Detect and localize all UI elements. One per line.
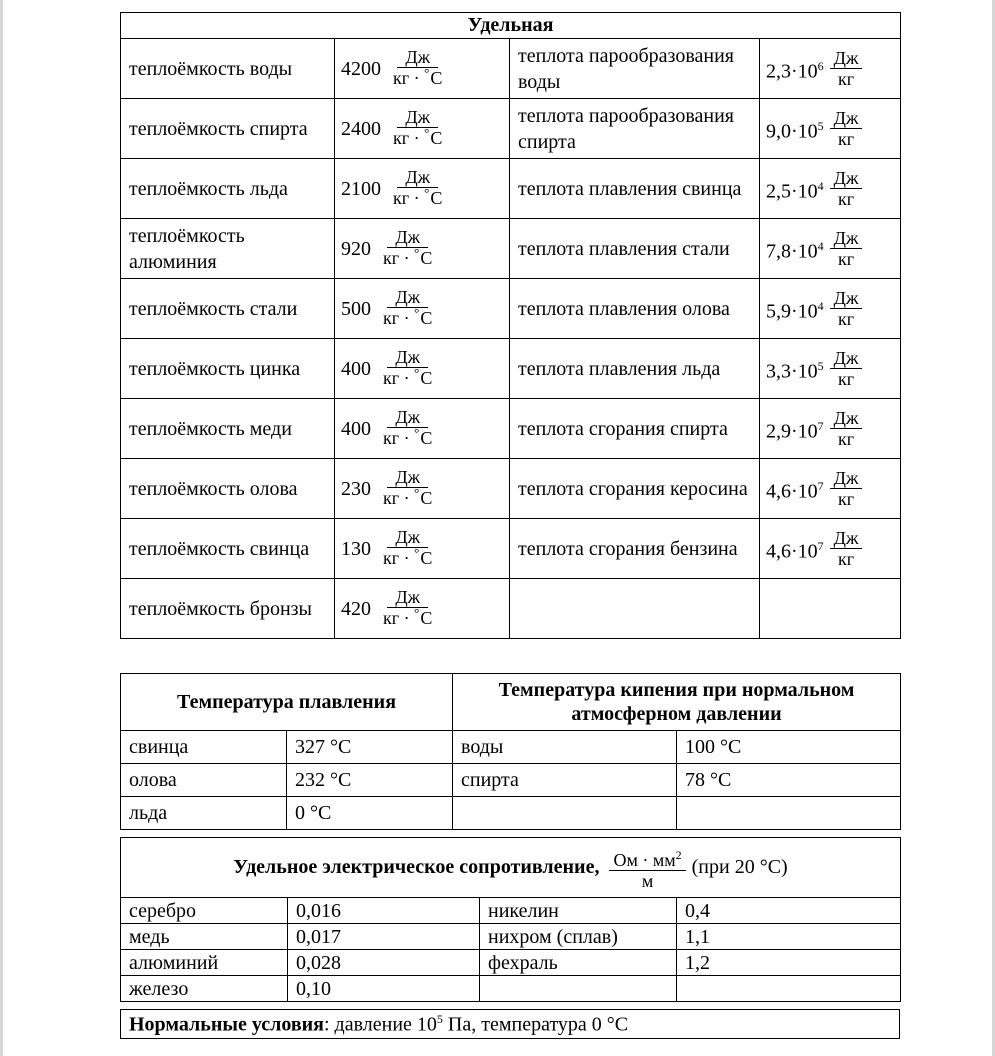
specific-heat-row: [121, 159, 901, 219]
unit-denominator: [379, 425, 436, 450]
specific-heat-number: [766, 53, 824, 85]
normal-conditions-label: Нормальные условия: [129, 1013, 324, 1036]
unit-numerator: Дж: [387, 347, 428, 368]
unit-kg: кг ·: [383, 608, 410, 628]
heat-capacity-value-cell: [335, 279, 510, 339]
melting-substance: льда: [121, 797, 287, 830]
specific-heat-row: [121, 519, 901, 579]
specific-heat-mantissa: 4,6·10: [766, 480, 818, 503]
heat-capacity-number: 2100: [341, 177, 381, 200]
unit-numerator: Дж: [397, 167, 438, 188]
specific-heat-title: Удельная: [121, 13, 901, 39]
normal-conditions-exponent: 5: [436, 1011, 443, 1026]
specific-heat-label: теплота плавления стали: [510, 219, 760, 279]
melting-temperature-header: Температура плавления: [121, 674, 453, 731]
specific-heat-table: [120, 12, 901, 639]
heat-capacity-value-cell: [335, 39, 510, 99]
unit-celsius: C: [420, 248, 433, 268]
degree-sign: °: [424, 185, 430, 200]
material-name: никелин: [480, 898, 677, 924]
heat-capacity-label: теплоёмкость меди: [121, 399, 335, 459]
heat-capacity-label: теплоёмкость свинца: [121, 519, 335, 579]
unit-celsius: C: [420, 428, 433, 448]
specific-heat-exponent: 7: [817, 538, 824, 553]
heat-capacity-value-cell: [335, 579, 510, 639]
boiling-substance: спирта: [453, 764, 677, 797]
specific-heat-label: теплота парообразования воды: [510, 39, 760, 99]
boiling-temperature-header: Температура кипения при нормальном атмосферном давлении: [453, 674, 901, 731]
normal-conditions-table: [120, 1009, 900, 1039]
unit-fraction: [389, 167, 446, 210]
unit-fraction: [830, 408, 863, 449]
specific-heat-row: [121, 219, 901, 279]
temperature-row: [121, 731, 901, 764]
specific-heat-value-cell: [760, 159, 901, 219]
resistivity-value: 0,10: [288, 976, 480, 1002]
heat-capacity-label: теплоёмкость стали: [121, 279, 335, 339]
specific-heat-number: [766, 113, 824, 145]
unit-fraction: [379, 467, 436, 510]
specific-heat-mantissa: 3,3·10: [766, 360, 818, 383]
unit-kg: кг ·: [383, 488, 410, 508]
specific-heat-label: теплота плавления льда: [510, 339, 760, 399]
unit-denominator: кг: [837, 429, 855, 449]
degree-sign: °: [414, 305, 420, 320]
specific-heat-row: [121, 339, 901, 399]
degree-sign: °: [414, 605, 420, 620]
specific-heat-label: теплота сгорания бензина: [510, 519, 760, 579]
unit-denominator: кг: [837, 69, 855, 89]
heat-capacity-value: [341, 167, 503, 210]
resistivity-value: 1,2: [677, 950, 901, 976]
melting-temperature: 0 °C: [287, 797, 453, 830]
unit-denominator: кг: [837, 129, 855, 149]
unit-fraction: [389, 107, 446, 150]
resistivity-unit-exponent: 2: [675, 847, 682, 862]
specific-heat-number: [766, 233, 824, 265]
specific-heat-row: [121, 459, 901, 519]
resistivity-value: 1,1: [677, 924, 901, 950]
specific-heat-mantissa: 7,8·10: [766, 240, 818, 263]
heat-capacity-number: 2400: [341, 117, 381, 140]
heat-capacity-number: 130: [341, 537, 371, 560]
unit-denominator: [379, 545, 436, 570]
unit-numerator: Дж: [387, 527, 428, 548]
unit-kg: кг ·: [383, 368, 410, 388]
specific-heat-exponent: 5: [817, 358, 824, 373]
unit-denominator: [379, 365, 436, 390]
heat-capacity-number: 420: [341, 597, 371, 620]
specific-heat-value: [766, 348, 894, 389]
heat-capacity-number: 920: [341, 237, 371, 260]
degree-sign: °: [424, 65, 430, 80]
heat-capacity-value-cell: [335, 399, 510, 459]
specific-heat-exponent: 7: [817, 478, 824, 493]
boiling-temperature: 78 °C: [677, 764, 901, 797]
resistivity-value: [677, 976, 901, 1002]
resistivity-row: [121, 950, 901, 976]
specific-heat-value-cell: [760, 279, 901, 339]
unit-fraction: [830, 228, 863, 269]
heat-capacity-value: [341, 467, 503, 510]
specific-heat-row: [121, 579, 901, 639]
heat-capacity-number: 400: [341, 417, 371, 440]
boiling-temperature: [677, 797, 901, 830]
unit-fraction: [389, 47, 446, 90]
unit-fraction: [830, 528, 863, 569]
material-name: железо: [121, 976, 288, 1002]
unit-numerator: Дж: [830, 528, 863, 549]
unit-denominator: [389, 65, 446, 90]
temperature-table: [120, 673, 901, 830]
specific-heat-label: теплота сгорания керосина: [510, 459, 760, 519]
heat-capacity-value: [341, 287, 503, 330]
unit-denominator: кг: [837, 549, 855, 569]
specific-heat-value: [766, 168, 894, 209]
unit-kg: кг ·: [383, 248, 410, 268]
unit-denominator: [379, 245, 436, 270]
heat-capacity-value-cell: [335, 159, 510, 219]
unit-denominator: кг: [837, 489, 855, 509]
degree-sign: °: [424, 125, 430, 140]
specific-heat-row: [121, 99, 901, 159]
heat-capacity-number: 400: [341, 357, 371, 380]
degree-sign: °: [414, 245, 420, 260]
heat-capacity-value-cell: [335, 519, 510, 579]
melting-temperature: 232 °C: [287, 764, 453, 797]
heat-capacity-value-cell: [335, 219, 510, 279]
heat-capacity-value: [341, 527, 503, 570]
unit-fraction: [379, 587, 436, 630]
resistivity-unit-numerator: Ом · мм: [613, 849, 676, 870]
unit-numerator: Дж: [830, 228, 863, 249]
resistivity-row: [121, 924, 901, 950]
heat-capacity-label: теплоёмкость алюминия: [121, 219, 335, 279]
degree-sign: °: [414, 545, 420, 560]
unit-fraction: [830, 108, 863, 149]
unit-celsius: C: [420, 548, 433, 568]
specific-heat-number: [766, 173, 824, 205]
heat-capacity-label: теплоёмкость льда: [121, 159, 335, 219]
specific-heat-value-cell: [760, 399, 901, 459]
heat-capacity-value: [341, 107, 503, 150]
specific-heat-label: теплота парообразования спирта: [510, 99, 760, 159]
unit-numerator: Дж: [387, 407, 428, 428]
unit-fraction: [379, 347, 436, 390]
resistivity-table: [120, 837, 901, 1002]
unit-numerator: Дж: [397, 107, 438, 128]
empty-cell: [510, 579, 760, 639]
heat-capacity-number: 500: [341, 297, 371, 320]
degree-sign: °: [414, 485, 420, 500]
specific-heat-mantissa: 9,0·10: [766, 120, 818, 143]
unit-numerator: Дж: [830, 468, 863, 489]
unit-numerator: Дж: [830, 348, 863, 369]
unit-fraction: [379, 407, 436, 450]
degree-sign: °: [414, 425, 420, 440]
unit-celsius: C: [430, 68, 443, 88]
heat-capacity-label: теплоёмкость воды: [121, 39, 335, 99]
normal-conditions-text-before: : давление 10: [323, 1013, 437, 1036]
material-name: серебро: [121, 898, 288, 924]
unit-fraction: [379, 227, 436, 270]
material-name: фехраль: [480, 950, 677, 976]
unit-fraction: [830, 48, 863, 89]
resistivity-value: 0,4: [677, 898, 901, 924]
unit-numerator: Дж: [387, 287, 428, 308]
specific-heat-row: [121, 39, 901, 99]
specific-heat-value-cell: [760, 459, 901, 519]
unit-denominator: [389, 125, 446, 150]
material-name: [480, 976, 677, 1002]
unit-celsius: C: [420, 308, 433, 328]
specific-heat-number: [766, 473, 824, 505]
specific-heat-row: [121, 399, 901, 459]
specific-heat-exponent: 7: [817, 418, 824, 433]
heat-capacity-number: 4200: [341, 57, 381, 80]
resistivity-value: 0,017: [288, 924, 480, 950]
unit-denominator: [379, 485, 436, 510]
material-name: медь: [121, 924, 288, 950]
specific-heat-header-row: [121, 13, 901, 39]
specific-heat-label: теплота сгорания спирта: [510, 399, 760, 459]
unit-fraction: [830, 468, 863, 509]
specific-heat-value: [766, 228, 894, 269]
boiling-substance: [453, 797, 677, 830]
unit-denominator: кг: [837, 309, 855, 329]
specific-heat-value-cell: [760, 339, 901, 399]
resistivity-value: 0,028: [288, 950, 480, 976]
unit-numerator: Дж: [830, 168, 863, 189]
resistivity-header-text: Удельное электрическое сопротивление,: [233, 856, 600, 878]
normal-conditions-row: [121, 1010, 900, 1039]
unit-denominator: кг: [837, 189, 855, 209]
specific-heat-label: теплота плавления олова: [510, 279, 760, 339]
specific-heat-value-cell: [760, 519, 901, 579]
resistivity-unit-fraction: [609, 845, 685, 891]
specific-heat-number: [766, 293, 824, 325]
specific-heat-label: теплота плавления свинца: [510, 159, 760, 219]
specific-heat-mantissa: 4,6·10: [766, 540, 818, 563]
unit-numerator: Дж: [397, 47, 438, 68]
specific-heat-exponent: 4: [817, 178, 824, 193]
unit-denominator: [379, 605, 436, 630]
melting-substance: олова: [121, 764, 287, 797]
heat-capacity-label: теплоёмкость бронзы: [121, 579, 335, 639]
specific-heat-row: [121, 279, 901, 339]
resistivity-header-tail: (при 20 °С): [691, 856, 788, 878]
unit-kg: кг ·: [383, 548, 410, 568]
unit-celsius: C: [420, 368, 433, 388]
heat-capacity-value: [341, 587, 503, 630]
unit-fraction: [379, 527, 436, 570]
resistivity-unit-denominator: м: [641, 870, 654, 891]
boiling-substance: воды: [453, 731, 677, 764]
unit-celsius: C: [430, 188, 443, 208]
degree-sign: °: [414, 365, 420, 380]
heat-capacity-value: [341, 227, 503, 270]
temperature-row: [121, 797, 901, 830]
resistivity-row: [121, 976, 901, 1002]
specific-heat-number: [766, 533, 824, 565]
normal-conditions-cell: [121, 1010, 900, 1039]
material-name: алюминий: [121, 950, 288, 976]
specific-heat-value: [766, 408, 894, 449]
specific-heat-exponent: 6: [817, 58, 824, 73]
unit-fraction: [830, 168, 863, 209]
unit-kg: кг ·: [383, 308, 410, 328]
unit-kg: кг ·: [393, 68, 420, 88]
specific-heat-value: [766, 468, 894, 509]
boiling-temperature: 100 °C: [677, 731, 901, 764]
specific-heat-value-cell: [760, 219, 901, 279]
specific-heat-mantissa: 2,9·10: [766, 420, 818, 443]
unit-numerator: Дж: [387, 227, 428, 248]
heat-capacity-value-cell: [335, 339, 510, 399]
specific-heat-exponent: 4: [817, 298, 824, 313]
normal-conditions-text-after: Па, температура 0 °С: [442, 1013, 629, 1036]
specific-heat-exponent: 4: [817, 238, 824, 253]
empty-cell: [760, 579, 901, 639]
specific-heat-value: [766, 108, 894, 149]
unit-celsius: C: [430, 128, 443, 148]
heat-capacity-value: [341, 347, 503, 390]
unit-numerator: Дж: [387, 587, 428, 608]
left-frame-border: [0, 0, 3, 1056]
resistivity-header-row: [121, 838, 901, 898]
specific-heat-number: [766, 353, 824, 385]
specific-heat-value-cell: [760, 39, 901, 99]
unit-denominator: [379, 305, 436, 330]
heat-capacity-label: теплоёмкость цинка: [121, 339, 335, 399]
specific-heat-mantissa: 2,5·10: [766, 180, 818, 203]
specific-heat-number: [766, 413, 824, 445]
unit-celsius: C: [420, 488, 433, 508]
unit-fraction: [830, 288, 863, 329]
unit-fraction: [830, 348, 863, 389]
unit-kg: кг ·: [393, 188, 420, 208]
unit-numerator: Дж: [830, 288, 863, 309]
material-name: нихром (сплав): [480, 924, 677, 950]
unit-numerator: Дж: [387, 467, 428, 488]
heat-capacity-value: [341, 407, 503, 450]
specific-heat-value: [766, 528, 894, 569]
unit-numerator: Дж: [830, 408, 863, 429]
melting-temperature: 327 °C: [287, 731, 453, 764]
unit-denominator: кг: [837, 249, 855, 269]
unit-kg: кг ·: [383, 428, 410, 448]
unit-numerator: Дж: [830, 48, 863, 69]
unit-fraction: [379, 287, 436, 330]
resistivity-row: [121, 898, 901, 924]
temperature-row: [121, 764, 901, 797]
resistivity-value: 0,016: [288, 898, 480, 924]
specific-heat-exponent: 5: [817, 118, 824, 133]
unit-denominator: кг: [837, 369, 855, 389]
melting-substance: свинца: [121, 731, 287, 764]
unit-celsius: C: [420, 608, 433, 628]
specific-heat-value-cell: [760, 99, 901, 159]
heat-capacity-value: [341, 47, 503, 90]
heat-capacity-value-cell: [335, 459, 510, 519]
unit-numerator: Дж: [830, 108, 863, 129]
resistivity-header: [121, 838, 901, 898]
unit-denominator: [389, 185, 446, 210]
heat-capacity-number: 230: [341, 477, 371, 500]
unit-kg: кг ·: [393, 128, 420, 148]
specific-heat-value: [766, 48, 894, 89]
heat-capacity-label: теплоёмкость спирта: [121, 99, 335, 159]
specific-heat-value: [766, 288, 894, 329]
temperature-header-row: [121, 674, 901, 731]
specific-heat-mantissa: 2,3·10: [766, 60, 818, 83]
specific-heat-mantissa: 5,9·10: [766, 300, 818, 323]
heat-capacity-value-cell: [335, 99, 510, 159]
heat-capacity-label: теплоёмкость олова: [121, 459, 335, 519]
